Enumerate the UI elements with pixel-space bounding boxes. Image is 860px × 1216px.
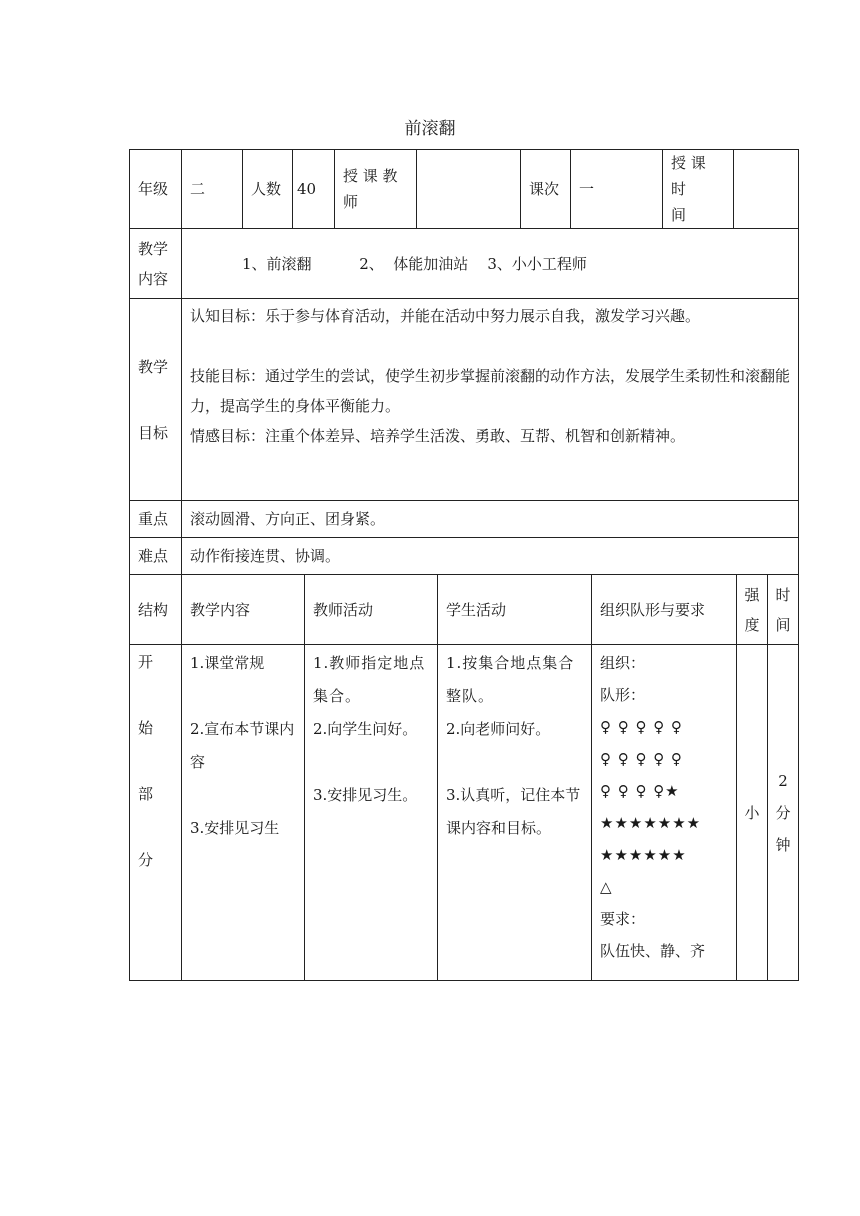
- col-structure: 结构: [130, 575, 182, 645]
- difficulty-text: 动作衔接连贯、协调。: [182, 538, 799, 575]
- objectives-label: 教学 目标: [130, 299, 182, 501]
- org-cell: [592, 645, 737, 981]
- time-label: 授 课 时 间: [663, 150, 734, 229]
- student-cell: [438, 645, 592, 981]
- time-value: [734, 150, 799, 229]
- lesson-plan-table: [129, 149, 798, 981]
- formation-row: △: [600, 878, 613, 896]
- structure-char: 分: [138, 851, 154, 869]
- formation-row: ★★★★★★: [600, 846, 687, 864]
- formation-row: ★★★★★★★: [600, 814, 702, 832]
- content-row: [130, 229, 799, 299]
- time-cell: 2 分 钟: [768, 645, 799, 981]
- lesson-label: 课次: [521, 150, 571, 229]
- req-text: 队伍快、静、齐: [600, 942, 706, 960]
- structure-char: 部: [138, 785, 154, 803]
- cognitive-objective: 认知目标：乐于参与体育活动，并能在活动中努力展示自我，激发学习兴趣。: [190, 307, 701, 325]
- org-label: 组织：: [600, 654, 646, 672]
- content-label: 教学 内容: [130, 229, 182, 299]
- structure-char: 始: [138, 719, 154, 737]
- difficulty-row: [130, 538, 799, 575]
- col-student: 学生活动: [438, 575, 592, 645]
- structure-cell: [130, 645, 182, 981]
- teacher-value: [417, 150, 521, 229]
- col-time: 时 间: [768, 575, 799, 645]
- header-row: [130, 150, 799, 229]
- student-item: 1.按集合地点集合整队。: [446, 654, 575, 705]
- teacher-label: 授 课 教 师: [335, 150, 417, 229]
- student-item: 3.认真听，记住本节课内容和目标。: [446, 786, 581, 837]
- key-point-text: 滚动圆滑、方向正、团身紧。: [182, 501, 799, 538]
- content-item: 3.安排见习生: [190, 819, 280, 837]
- intensity-cell: 小: [737, 645, 768, 981]
- teacher-item: 1.教师指定地点集合。: [313, 654, 426, 705]
- difficulty-label: 难点: [130, 538, 182, 575]
- formation-label: 队形：: [600, 686, 646, 704]
- formation-row: ♀ ♀ ♀ ♀ ♀: [600, 718, 683, 736]
- content-item: 2.宣布本节课内容: [190, 720, 295, 771]
- count-label: 人数: [243, 150, 293, 229]
- page-title: 前滚翻: [404, 119, 456, 139]
- col-intensity: 强 度: [737, 575, 768, 645]
- content-text: 1、前滚翻 2、 体能加油站 3、小小工程师: [182, 229, 799, 299]
- teacher-cell: [305, 645, 438, 981]
- col-teacher: 教师活动: [305, 575, 438, 645]
- student-item: 2.向老师问好。: [446, 720, 551, 738]
- key-point-label: 重点: [130, 501, 182, 538]
- formation-row: ♀ ♀ ♀ ♀ ♀: [600, 750, 683, 768]
- section-start-row: [130, 645, 799, 981]
- emotional-objective: 情感目标：注重个体差异、培养学生活泼、勇敢、互帮、机智和创新精神。: [190, 427, 686, 445]
- objectives-text: [182, 299, 799, 501]
- objectives-row: [130, 299, 799, 501]
- content-item: 1.课堂常规: [190, 654, 265, 672]
- content-cell: [182, 645, 305, 981]
- columns-header-row: [130, 575, 799, 645]
- col-org: 组织队形与要求: [592, 575, 737, 645]
- skill-objective: 技能目标：通过学生的尝试，使学生初步掌握前滚翻的动作方法，发展学生柔韧性和滚翻能力，提高学生的身体平衡能力。: [190, 367, 791, 415]
- lesson-value: 一: [571, 150, 663, 229]
- formation-row: ♀ ♀ ♀ ♀★: [600, 782, 680, 800]
- teacher-item: 3.安排见习生。: [313, 786, 418, 804]
- structure-char: 开: [138, 653, 154, 671]
- col-content: 教学内容: [182, 575, 305, 645]
- key-point-row: [130, 501, 799, 538]
- req-label: 要求：: [600, 910, 646, 928]
- grade-value: 二: [182, 150, 243, 229]
- grade-label: 年级: [130, 150, 182, 229]
- teacher-item: 2.向学生问好。: [313, 720, 418, 738]
- count-value: 40: [293, 150, 335, 229]
